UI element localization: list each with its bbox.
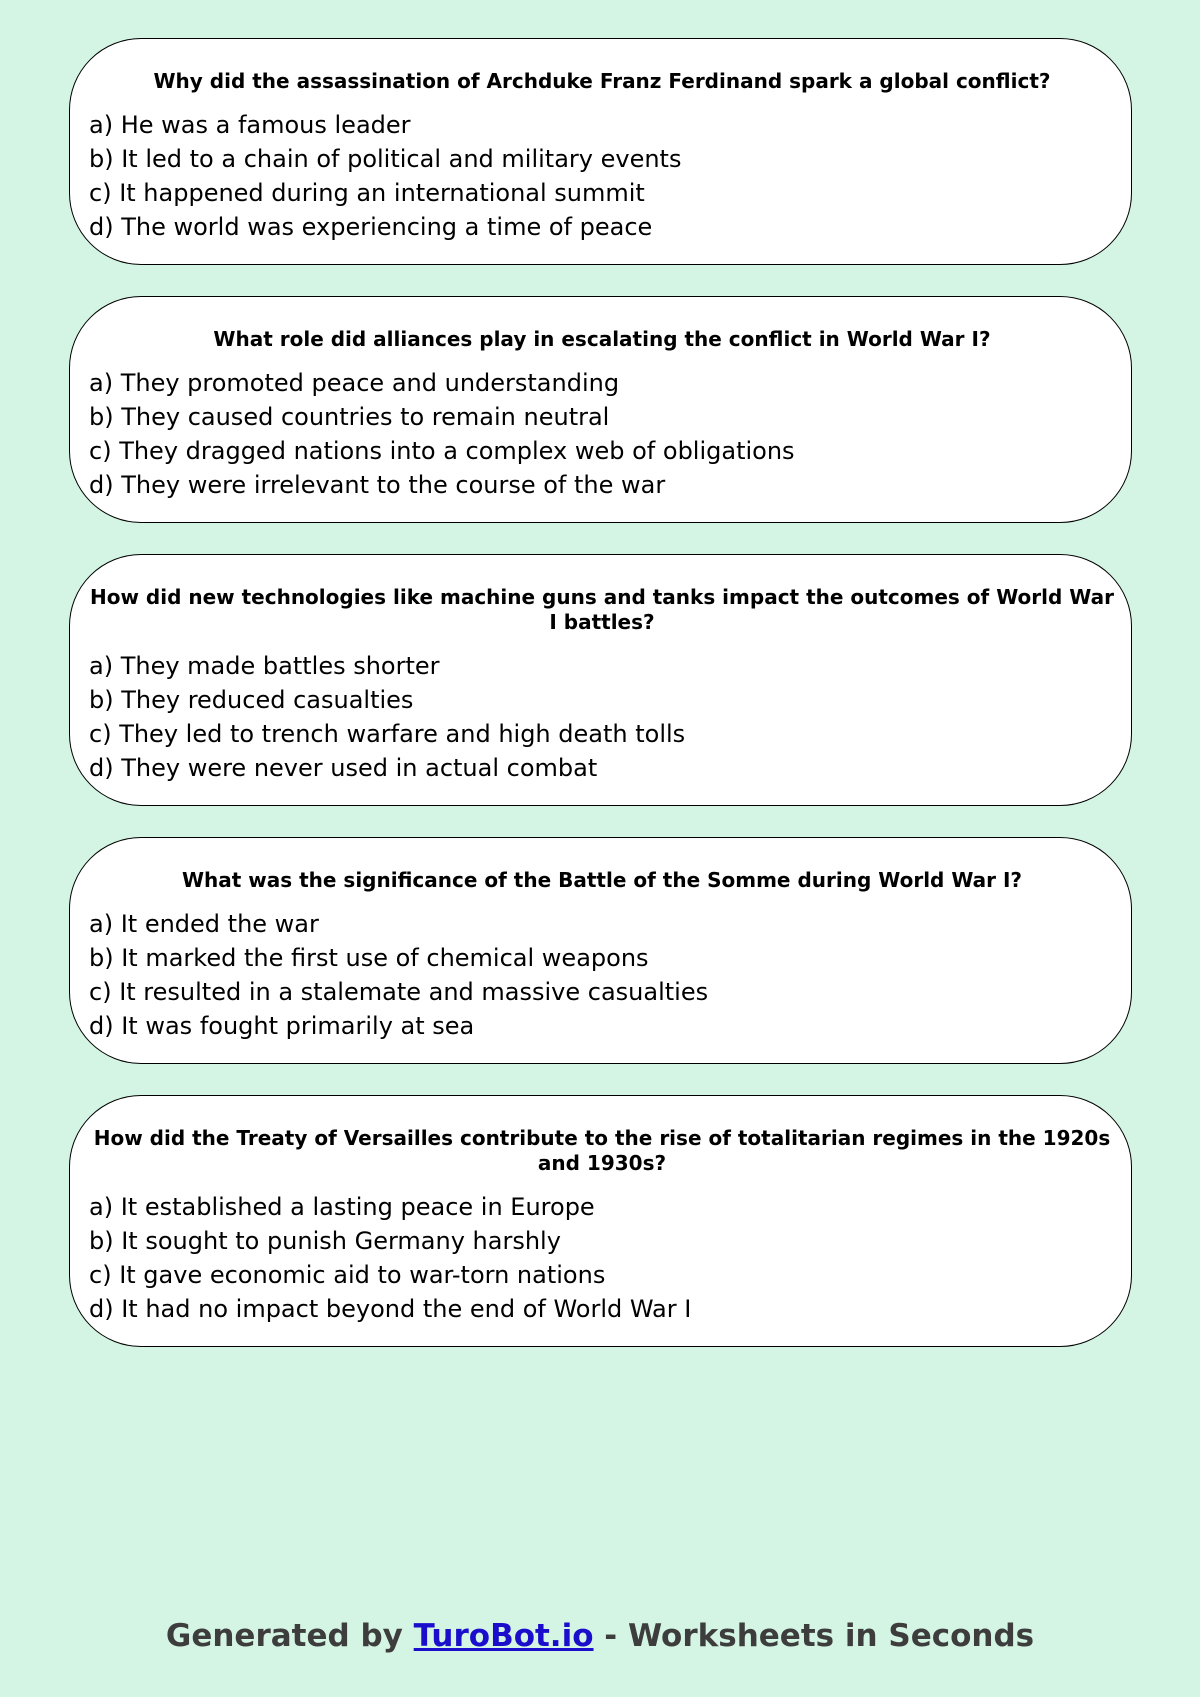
answer-option: a) They made battles shorter <box>89 652 440 680</box>
answer-options <box>89 366 1115 502</box>
answer-option: a) It established a lasting peace in Europe <box>89 1193 595 1221</box>
answer-option: d) It had no impact beyond the end of World War I <box>89 1295 692 1323</box>
answer-option: c) It gave economic aid to war-torn nations <box>89 1261 606 1289</box>
question-text: How did new technologies like machine guns and tanks impact the outcomes of World War I battles? <box>89 585 1114 634</box>
question-card <box>69 554 1132 806</box>
turobot-link[interactable]: TuroBot.io <box>413 1618 594 1654</box>
answer-option: c) They led to trench warfare and high death tolls <box>89 720 686 748</box>
answer-option: d) They were irrelevant to the course of the war <box>89 471 666 499</box>
question-card <box>69 38 1132 265</box>
footer <box>0 1618 1200 1654</box>
answer-option: b) It sought to punish Germany harshly <box>89 1227 561 1255</box>
answer-option: a) It ended the war <box>89 910 319 938</box>
answer-options <box>89 649 1115 785</box>
answer-option: c) It happened during an international summit <box>89 179 645 207</box>
question-text: Why did the assassination of Archduke Franz Ferdinand spark a global conflict? <box>153 69 1051 93</box>
question-list <box>69 38 1132 1378</box>
answer-option: d) They were never used in actual combat <box>89 754 598 782</box>
question-text: How did the Treaty of Versailles contribute to the rise of totalitarian regimes in the 1920s and 1930s? <box>93 1126 1111 1175</box>
question-card <box>69 1095 1132 1347</box>
question-text: What was the significance of the Battle of the Somme during World War I? <box>181 868 1023 892</box>
answer-option: d) It was fought primarily at sea <box>89 1012 475 1040</box>
footer-suffix: - Worksheets in Seconds <box>593 1618 1035 1654</box>
answer-option: c) It resulted in a stalemate and massive casualties <box>89 978 709 1006</box>
answer-options <box>89 907 1115 1043</box>
question-card <box>69 296 1132 523</box>
question-text: What role did alliances play in escalating the conflict in World War I? <box>213 327 991 351</box>
answer-options <box>89 1190 1115 1326</box>
footer-prefix: Generated by <box>165 1618 414 1654</box>
answer-option: b) It led to a chain of political and military events <box>89 145 682 173</box>
answer-option: a) He was a famous leader <box>89 111 411 139</box>
answer-option: d) The world was experiencing a time of peace <box>89 213 653 241</box>
answer-option: b) They caused countries to remain neutral <box>89 403 610 431</box>
answer-option: c) They dragged nations into a complex web of obligations <box>89 437 795 465</box>
answer-option: a) They promoted peace and understanding <box>89 369 620 397</box>
question-card <box>69 837 1132 1064</box>
answer-option: b) They reduced casualties <box>89 686 414 714</box>
answer-options <box>89 108 1115 244</box>
answer-option: b) It marked the first use of chemical weapons <box>89 944 649 972</box>
